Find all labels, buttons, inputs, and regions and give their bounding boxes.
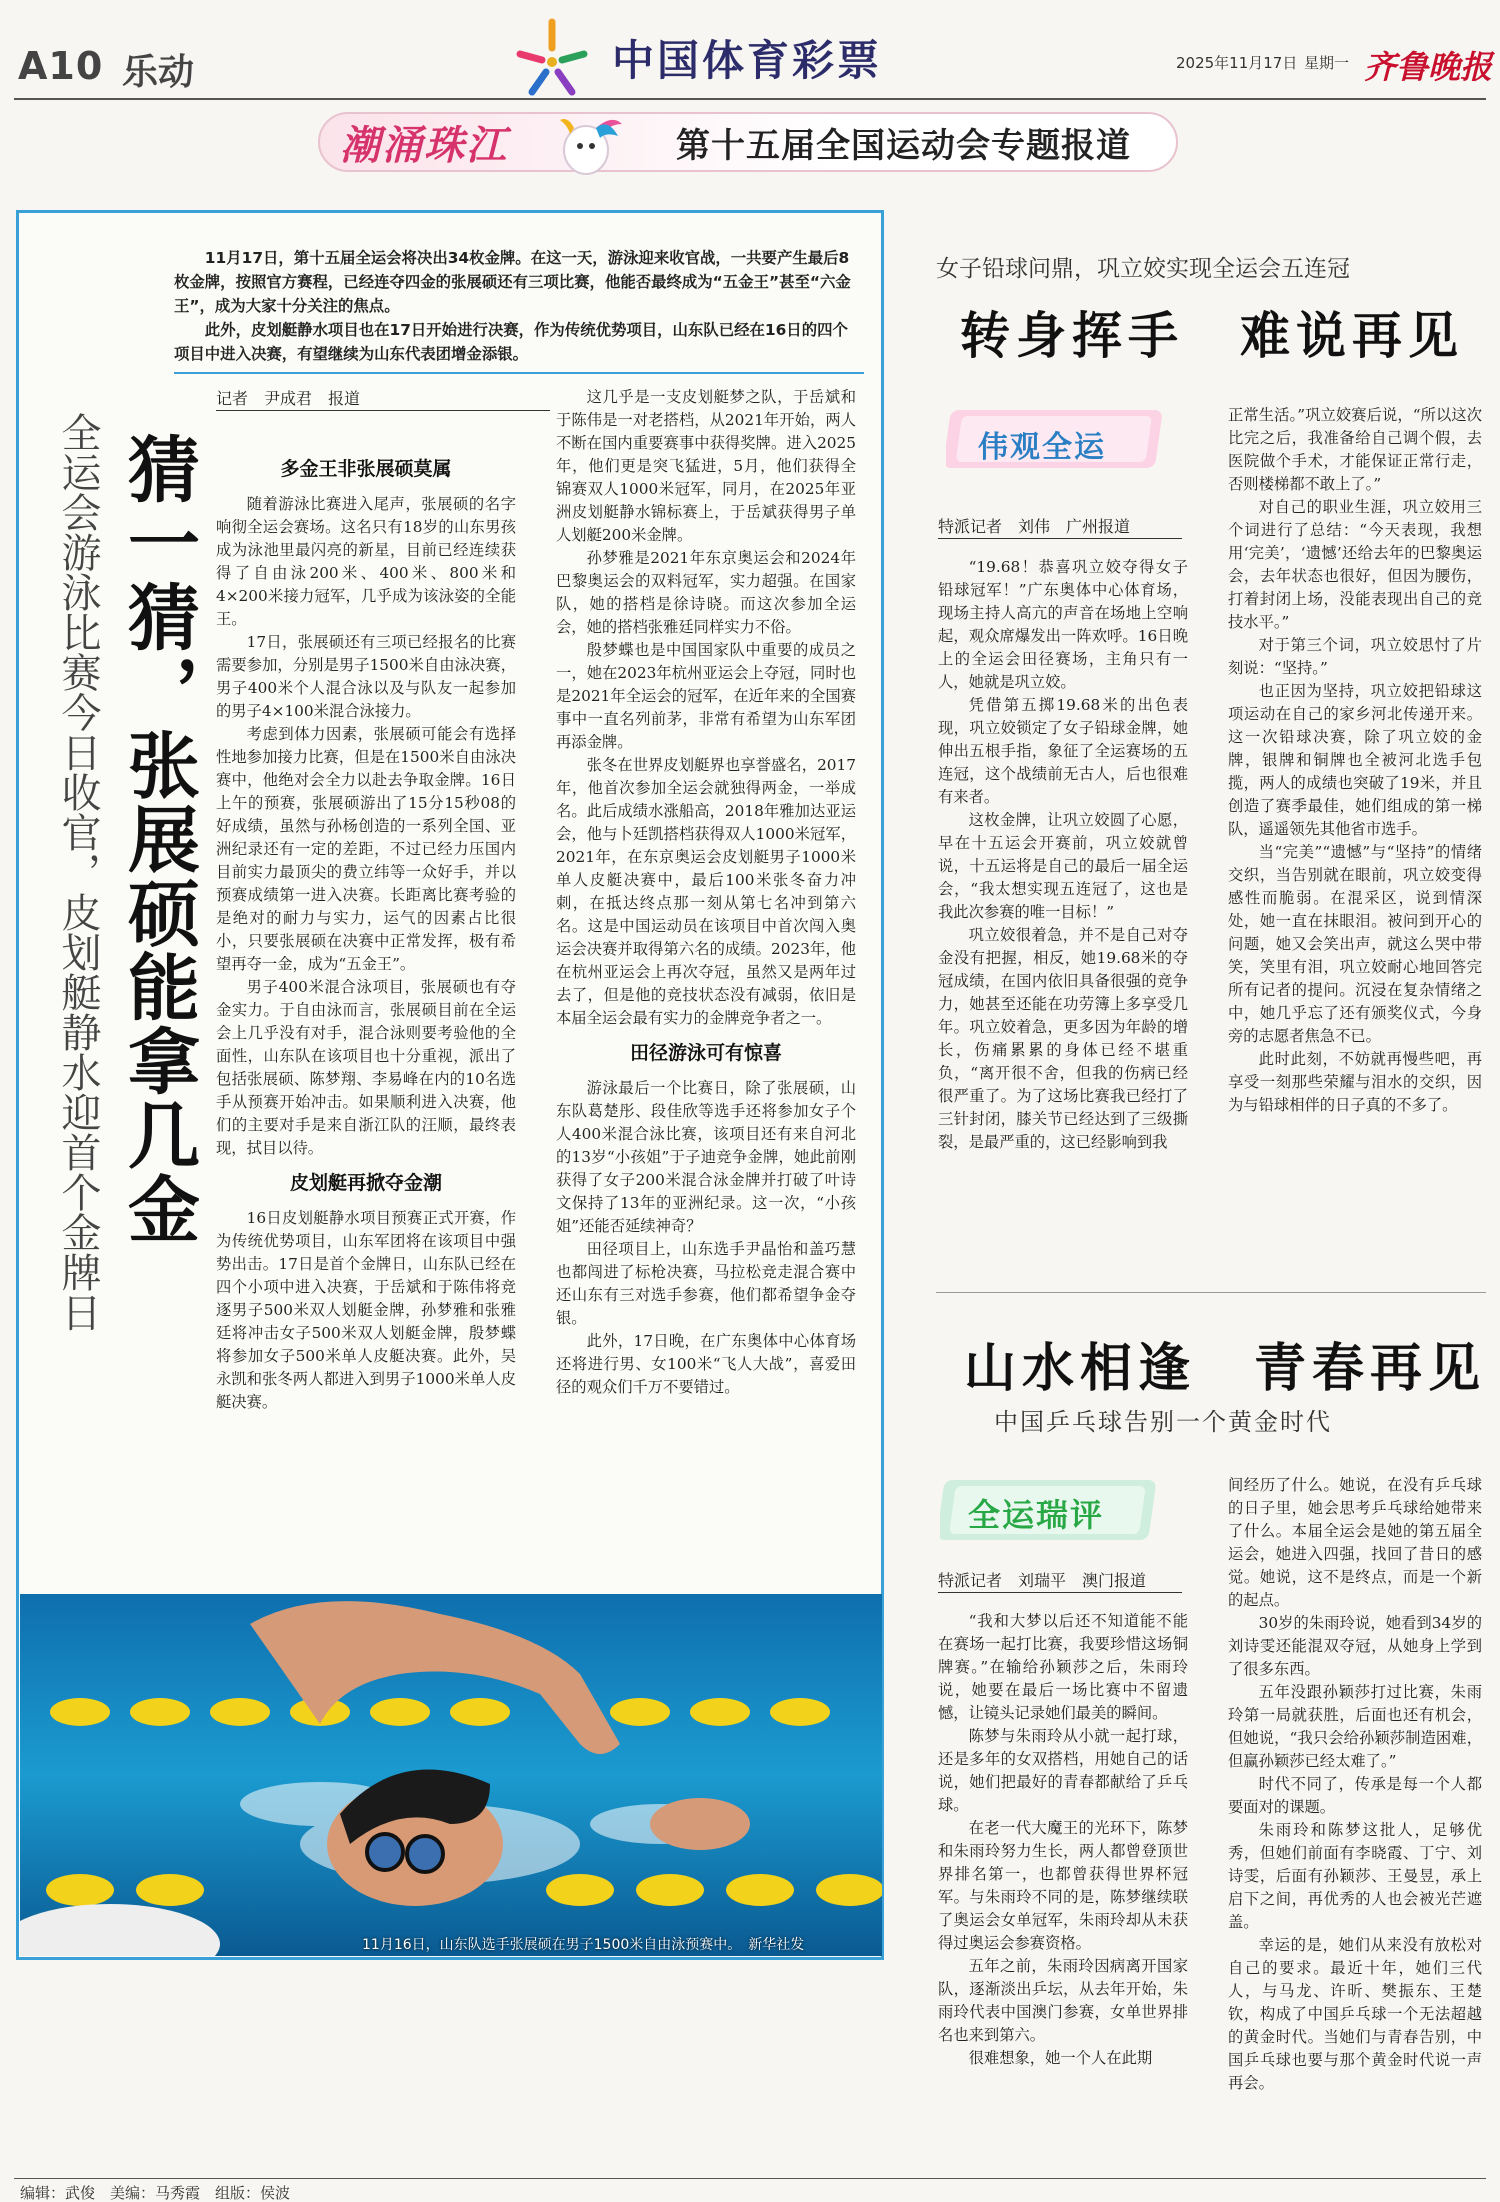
paragraph: 这枚金牌，让巩立姣圆了心愿，早在十五运会开赛前，巩立姣就曾说，十五运将是自己的最后一届全运会，“我太想实现五连冠了，这也是我此次参赛的唯一目标！” (938, 811, 1188, 921)
paragraph: 对自己的职业生涯，巩立姣用三个词进行了总结：“今天表现，我想用‘完美’，‘遗憾’还给去年的巴黎奥运会，去年状态也很好，但因为腰伤，打着封闭上场，没能表现出自己的竞技水平。” (1228, 498, 1482, 631)
story-headline: 猜一猜，张展硕能拿几金 (116, 432, 200, 1246)
banner-slogan: 潮涌珠江 (340, 122, 508, 169)
paragraph: 幸运的是，她们从来没有放松对自己的要求。最近十年，她们三代人，与马龙、许昕、樊振东、王楚钦，构成了中国乒乓球一个无法超越的黄金时代。当她们与青春告别，中国乒乓球也要与那个黄金时代说一声再会。 (1228, 1936, 1482, 2092)
paragraph: 在老一代大魔王的光环下，陈梦和朱雨玲努力生长，两人都曾登顶世界排名第一，也都曾获得世界杯冠军。与朱雨玲不同的是，陈梦继续联了奥运会女单冠军，朱雨玲却从未获得过奥运会参赛资格。 (938, 1819, 1188, 1952)
paragraph: 当“完美”“遗憾”与“坚持”的情绪交织，当告别就在眼前，巩立姣变得感性而脆弱。在混采区，说到情深处，她一直在抹眼泪。被问到开心的问题，她又会笑出声，就这么哭中带笑，笑里有泪，巩立姣耐心地回答完所有记者的提问。沉浸在复杂情绪之中，她几乎忘了还有颁奖仪式，今身旁的志愿者焦急不已。 (1228, 843, 1482, 1045)
story-headline: 转身挥手 难说再见 (960, 307, 1464, 365)
paragraph: 游泳最后一个比赛日，除了张展硕，山东队葛楚彤、段佳欣等选手还将参加女子个人400米混合泳比赛，该项目还有来自河北的13岁“小孩姐”于子迪竞争金牌，她此前刚获得了女子200米混合泳金牌并打破了叶诗文保持了13年的亚洲纪录。这一次，“小孩姐”还能否延续神奇？ (556, 1079, 856, 1235)
lead-paragraph: 此外，皮划艇静水项目也在17日开始进行决赛，作为传统优势项目，山东队已经在16日的四个项目中进入决赛，有望继续为山东代表团增金添银。 (174, 321, 848, 363)
paragraph: 五年之前，朱雨玲因病离开国家队，逐渐淡出乒坛，从去年开始，朱雨玲代表中国澳门参赛，女单世界排名也来到第六。 (938, 1957, 1188, 2044)
page-number: A10 (18, 44, 104, 88)
article-column (216, 446, 516, 1414)
paragraph: 殷梦蝶也是中国国家队中重要的成员之一，她在2023年杭州亚运会上夺冠，同时也是2021年全运会的冠军，在近年来的全国赛事中一直名列前茅，非常有希望为山东军团再添金牌。 (556, 641, 856, 751)
issue-date: 2025年11月17日 (1176, 54, 1298, 72)
paragraph: 巩立姣很着急，并不是自己对夺金没有把握，相反，她19.68米的夺冠成绩，在国内依旧具备很强的竞争力，她甚至还能在功劳簿上多享受几年。巩立姣着急，更多因为年龄的增长，伤痛累累的身体已经不堪重负，“离开很不舍，但我的伤病已经很严重了。为了这场比赛我已经打了三针封闭，膝关节已经达到了三级撕裂，是最严重的，这已经影响到我 (938, 926, 1188, 1151)
byline: 特派记者 刘伟 广州报道 (938, 517, 1131, 536)
article-column (1228, 1474, 1482, 2095)
photo-caption: 11月16日，山东队选手张展硕在男子1500米自由泳预赛中。 新华社发 (362, 1937, 805, 1953)
paragraph: 很难想象，她一个人在此期 (968, 2049, 1153, 2067)
section-heading: 多金王非张展硕莫属 (280, 458, 452, 480)
byline: 特派记者 刘瑞平 澳门报道 (938, 1571, 1147, 1590)
paragraph: 这几乎是一支皮划艇梦之队，于岳斌和于陈伟是一对老搭档，从2021年开始，两人不断在国内重要赛事中获得奖牌。进入2025年，他们更是突飞猛进，5月，他们获得全锦赛双人1000米冠军，同月，在2025年亚洲皮划艇静水锦标赛上，于岳斌获得男子单人划艇200米金牌。 (556, 388, 856, 544)
paragraph: 陈梦与朱雨玲从小就一起打球，还是多年的女双搭档，用她自己的话说，她们把最好的青春都献给了乒乓球。 (938, 1727, 1188, 1814)
article-column (938, 1610, 1188, 2070)
paragraph: 男子400米混合泳项目，张展硕也有夺金实力。于自由泳而言，张展硕目前在全运会上几乎没有对手，混合泳则要考验他的全面性，山东队在该项目也十分重视，派出了包括张展硕、陈梦翔、李易峰在内的10名选手从预赛开始冲击。如果顺利进入决赛，他们的主要对手是来自浙江队的汪顺，最终表现，拭目以待。 (216, 978, 516, 1157)
weekday: 星期一 (1304, 54, 1350, 72)
header-divider (14, 98, 1486, 100)
footer-divider (14, 2178, 1486, 2179)
paragraph: 五年没跟孙颖莎打过比赛，朱雨玲第一局就获胜，后面也还有机会，但她说，“我只会给孙颖莎制造困难，但赢孙颖莎已经太难了。” (1228, 1683, 1482, 1770)
banner-title: 第十五届全国运动会专题报道 (676, 126, 1131, 166)
lead-paragraph: 11月17日，第十五届全运会将决出34枚金牌。在这一天，游泳迎来收官战，一共要产生最后8枚金牌，按照官方赛程，已经连夺四金的张展硕还有三项比赛，他能否最终成为“五金王”甚至“六金王”，成为大家十分关注的焦点。 (174, 249, 851, 315)
column-tag: 伟观全运 (978, 430, 1106, 465)
paragraph: 随着游泳比赛进入尾声，张展硕的名字响彻全运会赛场。这名只有18岁的山东男孩成为泳池里最闪亮的新星，目前已经连续获得了自由泳200米、400米、800米和4×200米接力冠军，几乎成为该泳姿的全能王。 (216, 495, 516, 628)
paragraph: 朱雨玲和陈梦这批人，足够优秀，但她们前面有李晓霞、丁宁、刘诗雯，后面有孙颖莎、王曼昱，承上启下之间，再优秀的人也会被光芒遮盖。 (1228, 1821, 1482, 1931)
column-tag: 全运瑞评 (968, 1496, 1105, 1534)
paragraph: 考虑到体力因素，张展硕可能会有选择性地参加接力比赛，但是在1500米自由泳决赛中，他绝对会全力以赴去争取金牌。16日上午的预赛，张展硕游出了15分15秒08的好成绩，虽然与孙杨创造的一系列全国、亚洲纪录还有一定的差距，不过已经力压国内目前实力最顶尖的费立纬等一众好手，并以预赛成绩第一进入决赛。长距离比赛考验的是绝对的耐力与实力，运气的因素占比很小，只要张展硕在决赛中正常发挥，极有希望再夺一金，成为“五金王”。 (216, 725, 516, 973)
paragraph: 也正因为坚持，巩立姣把铅球这项运动在自己的家乡河北传递开来。这一次铅球决赛，除了巩立姣的金牌，银牌和铜牌也全被河北选手包揽，两人的成绩也突破了19米，并且创造了赛季最佳，她们组成的第一梯队，遥遥领先其他省市选手。 (1228, 682, 1482, 838)
paper-logo: 齐鲁晚报 (1364, 48, 1493, 86)
paragraph: 张冬在世界皮划艇界也享誉盛名，2017年，他首次参加全运会就独得两金，一举成名。此后成绩水涨船高，2018年雅加达亚运会，他与卜廷凯搭档获得双人1000米冠军，2021年，在东京奥运会皮划艇男子1000米单人皮艇决赛中，最后100米张冬奋力冲刺，在抵达终点那一刻从第七名冲到第六名。这是中国运动员在该项目中首次闯入奥运会决赛并取得第六名的成绩。2023年，他在杭州亚运会上再次夺冠，虽然又是两年过去了，但是他的竞技状态没有减弱，依旧是本届全运会最有实力的金牌竞争者之一。 (556, 756, 856, 1027)
editor-credits: 编辑：武俊 美编：马秀霞 组版：侯波 (20, 2184, 291, 2202)
story-divider (936, 1292, 1486, 1293)
paragraph: 田径项目上，山东选手尹晶怡和盖巧慧也都闯进了标枪决赛，马拉松竞走混合赛中还山东有三对选手参赛，他们都希望争金夺银。 (556, 1240, 856, 1327)
story-subtitle: 女子铅球问鼎，巩立姣实现全运会五连冠 (936, 256, 1350, 282)
paragraph: 16日皮划艇静水项目预赛正式开赛，作为传统优势项目，山东军团将在该项目中强势出击。17日是首个金牌日，山东队已经在四个小项中进入决赛，于岳斌和于陈伟将竞逐男子500米双人划艇金牌，孙梦雅和张雅廷将冲击女子500米双人划艇金牌，殷梦蝶将参加女子500米单人皮艇决赛。此外，吴永凯和张冬两人都进入到男子1000米单人皮艇决赛。 (216, 1209, 516, 1411)
article-column (556, 386, 856, 1399)
paragraph: 对于第三个词，巩立姣思忖了片刻说：“坚持。” (1228, 636, 1482, 677)
paragraph: 此时此刻，不妨就再慢些吧，再享受一刻那些荣耀与泪水的交织，因为与铅球相伴的日子真的不多了。 (1228, 1050, 1482, 1114)
paragraph: 30岁的朱雨玲说，她看到34岁的刘诗雯还能混双夺冠，从她身上学到了很多东西。 (1228, 1614, 1482, 1678)
story-headline: 山水相逢 青春再见 (964, 1339, 1487, 1399)
story-subtitle: 中国乒乓球告别一个黄金时代 (994, 1408, 1332, 1436)
paragraph: 凭借第五掷19.68米的出色表现，巩立姣锁定了女子铅球金牌，她伸出五根手指，象征了全运赛场的五连冠，这个战绩前无古人，后也很难有来者。 (938, 696, 1188, 806)
swimmer-photo (20, 1594, 882, 1956)
lottery-logo (506, 14, 598, 100)
section-heading: 田径游泳可有惊喜 (629, 1042, 782, 1064)
article-column (938, 556, 1188, 1154)
lottery-name: 中国体育彩票 (612, 36, 883, 85)
paragraph: 此外，17日晚，在广东奥体中心体育场还将进行男、女100米“飞人大战”，喜爱田径的观众们千万不要错过。 (556, 1332, 856, 1396)
story-subtitle: 全运会游泳比赛今日收官，皮划艇静水迎首个金牌日 (55, 412, 101, 1332)
byline: 记者 尹成君 报道 (216, 389, 361, 408)
mascot-icon (538, 110, 624, 180)
section-heading: 皮划艇再掀夺金潮 (289, 1172, 442, 1194)
byline-divider (216, 410, 550, 411)
paragraph: “我和大梦以后还不知道能不能在赛场一起打比赛，我要珍惜这场铜牌赛。”在输给孙颖莎之后，朱雨玲说，她要在最后一场比赛中不留遗憾，让镜头记录她们最美的瞬间。 (938, 1612, 1188, 1722)
byline-divider (938, 538, 1182, 539)
paragraph: 17日，张展硕还有三项已经报名的比赛需要参加，分别是男子1500米自由泳决赛，男子400米个人混合泳以及与队友一起参加的男子4×100米混合泳接力。 (216, 633, 516, 720)
paragraph: “19.68！恭喜巩立姣夺得女子铅球冠军！”广东奥体中心体育场，现场主持人高亢的声音在场地上空响起，观众席爆发出一阵欢呼。16日晚上的全运会田径赛场，主角只有一人，她就是巩立姣。 (938, 558, 1188, 691)
paragraph: 时代不同了，传承是每一个人都要面对的课题。 (1228, 1775, 1482, 1816)
paragraph: 孙梦雅是2021年东京奥运会和2024年巴黎奥运会的双料冠军，实力超强。在国家队，她的搭档是徐诗晓。而这次参加全运会，她的搭档张雅廷同样实力不俗。 (556, 549, 856, 636)
paragraph: 间经历了什么。她说，在没有乒乓球的日子里，她会思考乒乓球给她带来了什么。本届全运会是她的第五届全运会，她进入四强，找回了昔日的感觉。她说，这不是终点，而是一个新的起点。 (1228, 1476, 1482, 1609)
section-name: 乐动 (122, 52, 195, 93)
lead-divider (174, 372, 864, 374)
byline-divider (938, 1592, 1182, 1593)
paragraph: 正常生活。”巩立姣赛后说，“所以这次比完之后，我准备给自己调个假，去医院做个手术，才能保证正常行走，否则楼梯都不敢上了。” (1228, 406, 1482, 493)
article-column (1228, 404, 1482, 1117)
